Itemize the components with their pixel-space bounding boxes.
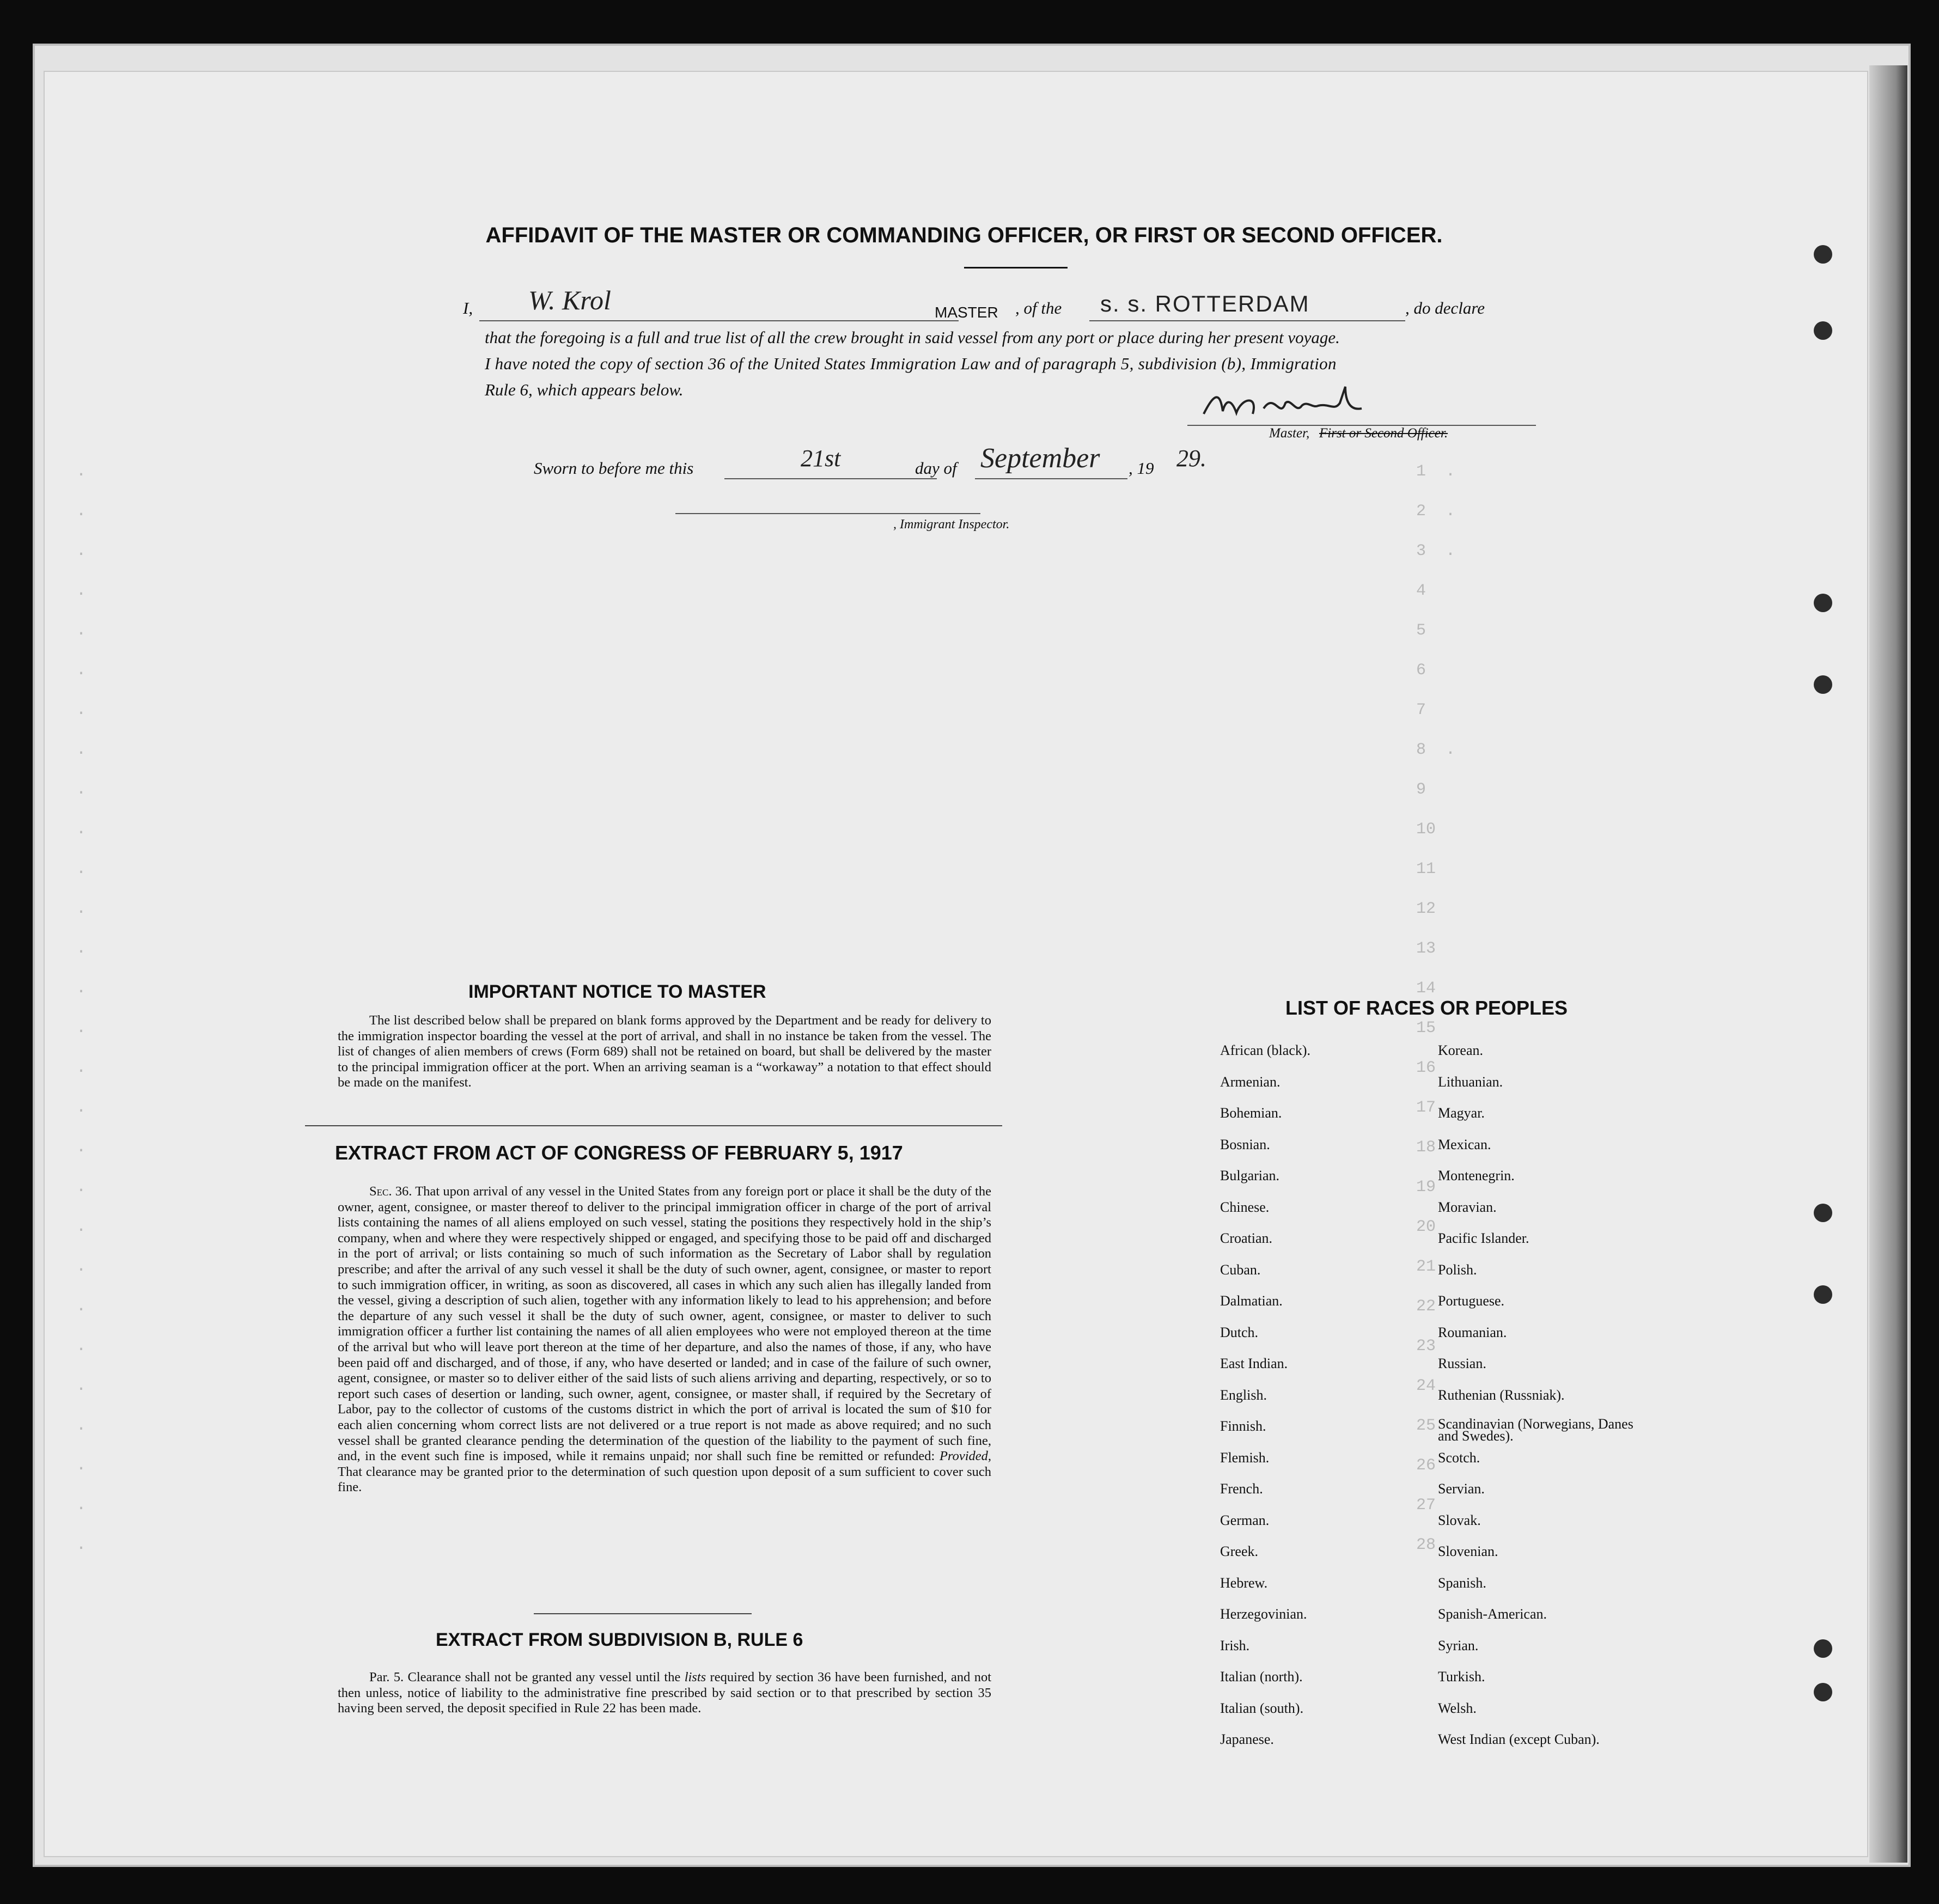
race-item: Cuban.	[1220, 1261, 1261, 1278]
affidavit-title: AFFIDAVIT OF THE MASTER OR COMMANDING OFFICER, OR FIRST OR SECOND OFFICER.	[485, 223, 1443, 247]
master-name-handwritten: W. Krol	[528, 285, 611, 315]
year-prefix: , 19	[1129, 459, 1154, 478]
race-item: Polish.	[1438, 1261, 1477, 1278]
race-item: Hebrew.	[1220, 1575, 1268, 1591]
punch-hole	[1814, 1683, 1832, 1701]
signature-caption-master: Master,	[1269, 426, 1310, 441]
race-item: East Indian.	[1220, 1356, 1288, 1371]
race-item: Dalmatian.	[1220, 1293, 1283, 1309]
rule-text	[338, 1670, 991, 1717]
act-divider	[534, 1613, 752, 1614]
act-provided: Provided,	[939, 1449, 992, 1464]
notice-text: The list described below shall be prepared on blank forms approved by the Department and be ready for delivery to the immigration inspector boarding the vessel at the port of arrival, and shall in no instance be taken from the vessel. The list of changes of alien members of crews (Form 689) shall not be retained on board, but shall be delivered by the master to the principal immigration officer at the port. When an arriving seaman is a “workaway” a notation to that effect should be made on the manifest.	[338, 1013, 991, 1090]
day-line	[724, 478, 937, 479]
rule-body	[338, 1670, 991, 1717]
month-line	[975, 478, 1127, 479]
punch-hole	[1814, 245, 1832, 264]
punch-hole	[1814, 675, 1832, 694]
race-item: Bosnian.	[1220, 1136, 1270, 1152]
punch-hole	[1814, 594, 1832, 612]
form-page	[44, 71, 1868, 1857]
race-item: Chinese.	[1220, 1199, 1270, 1215]
race-item: Magyar.	[1438, 1105, 1485, 1121]
affidavit-line-4: Rule 6, which appears below.	[485, 380, 684, 399]
rule-par-label: Par. 5.	[369, 1670, 404, 1685]
race-item: Finnish.	[1220, 1418, 1266, 1434]
notice-body	[338, 1013, 991, 1091]
race-item: English.	[1220, 1387, 1267, 1403]
punch-hole	[1814, 321, 1832, 340]
race-item: Dutch.	[1220, 1324, 1259, 1340]
act-section-label: Sec. 36.	[369, 1184, 412, 1199]
race-item: Greek.	[1220, 1543, 1259, 1559]
signature-caption-struck: First or Second Officer.	[1319, 426, 1448, 441]
inspector-line	[675, 513, 980, 514]
race-item: Italian (north).	[1220, 1669, 1303, 1685]
race-item: Flemish.	[1220, 1449, 1270, 1466]
race-item: Montenegrin.	[1438, 1168, 1515, 1183]
race-item: Scotch.	[1438, 1449, 1480, 1466]
act-text	[338, 1184, 991, 1496]
race-item: Spanish.	[1438, 1575, 1486, 1591]
race-item: Armenian.	[1220, 1073, 1281, 1090]
race-item: Mexican.	[1438, 1136, 1491, 1152]
race-item: Welsh.	[1438, 1700, 1477, 1716]
act-section-text: That upon arrival of any vessel in the United States from any foreign port or place it shall be the duty of the owner, agent, consignee, or master thereof to deliver to the principal immigration officer in charge of the port of arrival lists containing the names of all aliens employed on such vessel, stating the positions they respectively hold in the ship’s company, when and where they were respectively shipped or engaged, and specifying those to be paid off and discharged in the port of arrival; or lists containing so much of such information as the Secretary of Labor shall by regulation prescribe; and after the arrival of any such vessel it shall be the duty of such owner, agent, consignee, or master to report to such immigration officer, in writing, as soon as discovered, all cases in which any such alien has illegally landed from the vessel, giving a description of such alien, together with any information likely to lead to his apprehension; and before the departure of any such vessel it shall be the duty of such owner, agent, consignee, or master to deliver to such immigration officer a further list containing the names of all alien employees who were not employed thereon at the time of the arrival but who will leave port thereon at the time of her departure, and also the names of those, if any, who have been paid off and discharged, and of those, if any, who have deserted or landed; and in case of the failure of such owner, agent, consignee, or master so to deliver either of the said lists of such aliens arriving and departing, respectively, or so to report such cases of desertion or landing, such owner, agent, consignee, or master shall, if required by the Secretary of Labor, pay to the collector of customs of the customs district in which the port of arrival is located the sum of $10 for each alien concerning whom correct lists are not delivered or a true report is not made as above required; and no such vessel shall be granted clearance pending the determination of the question of the liability to the payment of such fine, and, in the event such fine is imposed, while it remains unpaid; nor shall such fine be remitted or refunded:	[338, 1184, 991, 1464]
sworn-month-handwritten: September	[980, 443, 1100, 474]
notice-title: IMPORTANT NOTICE TO MASTER	[468, 981, 766, 1002]
vessel-line	[1089, 320, 1405, 321]
race-item: Bohemian.	[1220, 1105, 1282, 1121]
race-item: Syrian.	[1438, 1637, 1479, 1653]
race-item: Portuguese.	[1438, 1293, 1505, 1309]
race-item: French.	[1220, 1481, 1263, 1497]
race-item: Herzegovinian.	[1220, 1606, 1307, 1622]
sworn-year-handwritten: 29.	[1176, 445, 1206, 472]
races-title: LIST OF RACES OR PEOPLES	[1285, 997, 1568, 1019]
rule-text-a: Clearance shall not be granted any vessel until the	[407, 1670, 681, 1685]
race-item: Turkish.	[1438, 1669, 1485, 1685]
act-title: EXTRACT FROM ACT OF CONGRESS OF FEBRUARY 5, 1917	[335, 1142, 903, 1164]
race-item: Korean.	[1438, 1042, 1484, 1058]
race-item: West Indian (except Cuban).	[1438, 1731, 1600, 1747]
race-item: African (black).	[1220, 1042, 1311, 1058]
punch-hole	[1814, 1285, 1832, 1304]
race-item: German.	[1220, 1512, 1270, 1528]
sworn-day-handwritten: 21st	[801, 445, 841, 472]
race-item: Slovak.	[1438, 1512, 1481, 1528]
master-signature	[1198, 381, 1394, 430]
bleed-through-rows: . . . . . . . . . . . . . . . . . . . . . . . . . . . .	[76, 462, 87, 1554]
rule-title: EXTRACT FROM SUBDIVISION B, RULE 6	[436, 1630, 803, 1650]
race-item: Irish.	[1220, 1637, 1250, 1653]
immigrant-inspector-label: , Immigrant Inspector.	[893, 517, 1010, 532]
master-label: MASTER	[935, 304, 998, 321]
of-the-label: , of the	[1015, 298, 1062, 318]
race-item: Croatian.	[1220, 1230, 1273, 1246]
do-declare-label: , do declare	[1405, 298, 1485, 318]
race-item: Servian.	[1438, 1481, 1485, 1497]
bleed-through-rows: 1 . 2 . 3 . 4 5 6 7 8 . 9 10 11 12 13 14 15 16 17 18 19 20 21 22 23 24 25 26 27 28	[1416, 462, 1456, 1554]
race-item: Russian.	[1438, 1356, 1486, 1371]
vessel-name: s. s. ROTTERDAM	[1100, 291, 1310, 316]
punch-hole	[1814, 1639, 1832, 1658]
race-item: Japanese.	[1220, 1731, 1274, 1747]
punch-hole	[1814, 1204, 1832, 1222]
act-tail: That clearance may be granted prior to the determination of such question upon deposit of a sum sufficient to cover such fine.	[338, 1464, 991, 1495]
race-item: Moravian.	[1438, 1199, 1497, 1215]
title-rule	[964, 267, 1068, 268]
race-item: Ruthenian (Russniak).	[1438, 1387, 1565, 1403]
race-item: Spanish-American.	[1438, 1606, 1547, 1622]
race-item: Roumanian.	[1438, 1324, 1507, 1340]
race-item: Pacific Islander.	[1438, 1230, 1529, 1246]
races-right-column	[1438, 1042, 1634, 1763]
race-item: Scandinavian (Norwegians, Danes and Swedes).	[1438, 1416, 1633, 1444]
race-item: Slovenian.	[1438, 1543, 1498, 1559]
affidavit-i: I,	[463, 298, 473, 318]
race-item: Lithuanian.	[1438, 1073, 1503, 1090]
race-item: Italian (south).	[1220, 1700, 1304, 1716]
notice-divider	[305, 1125, 1002, 1126]
rule-lists-word: lists	[684, 1670, 706, 1685]
sworn-label: Sworn to before me this	[534, 459, 694, 478]
act-body	[338, 1184, 991, 1496]
affidavit-line-2: that the foregoing is a full and true list of all the crew brought in said vessel from any port or place during her present voyage.	[485, 328, 1340, 347]
affidavit-line-3: I have noted the copy of section 36 of the United States Immigration Law and of paragraph 5, subdivision (b), Immigration	[485, 354, 1337, 373]
races-left-column	[1220, 1042, 1310, 1763]
race-item: Bulgarian.	[1220, 1168, 1280, 1183]
day-of-label: day of	[915, 459, 957, 478]
rule-text-b: required by section 36 have been furnished, and not then unless, notice of liability to the administrative fine prescribed by said section or to that prescribed by section 35 having been served, the deposit specified in Rule 22 has been made.	[338, 1670, 992, 1716]
stacked-pages-edge	[1869, 65, 1907, 1863]
master-name-line	[479, 320, 959, 321]
